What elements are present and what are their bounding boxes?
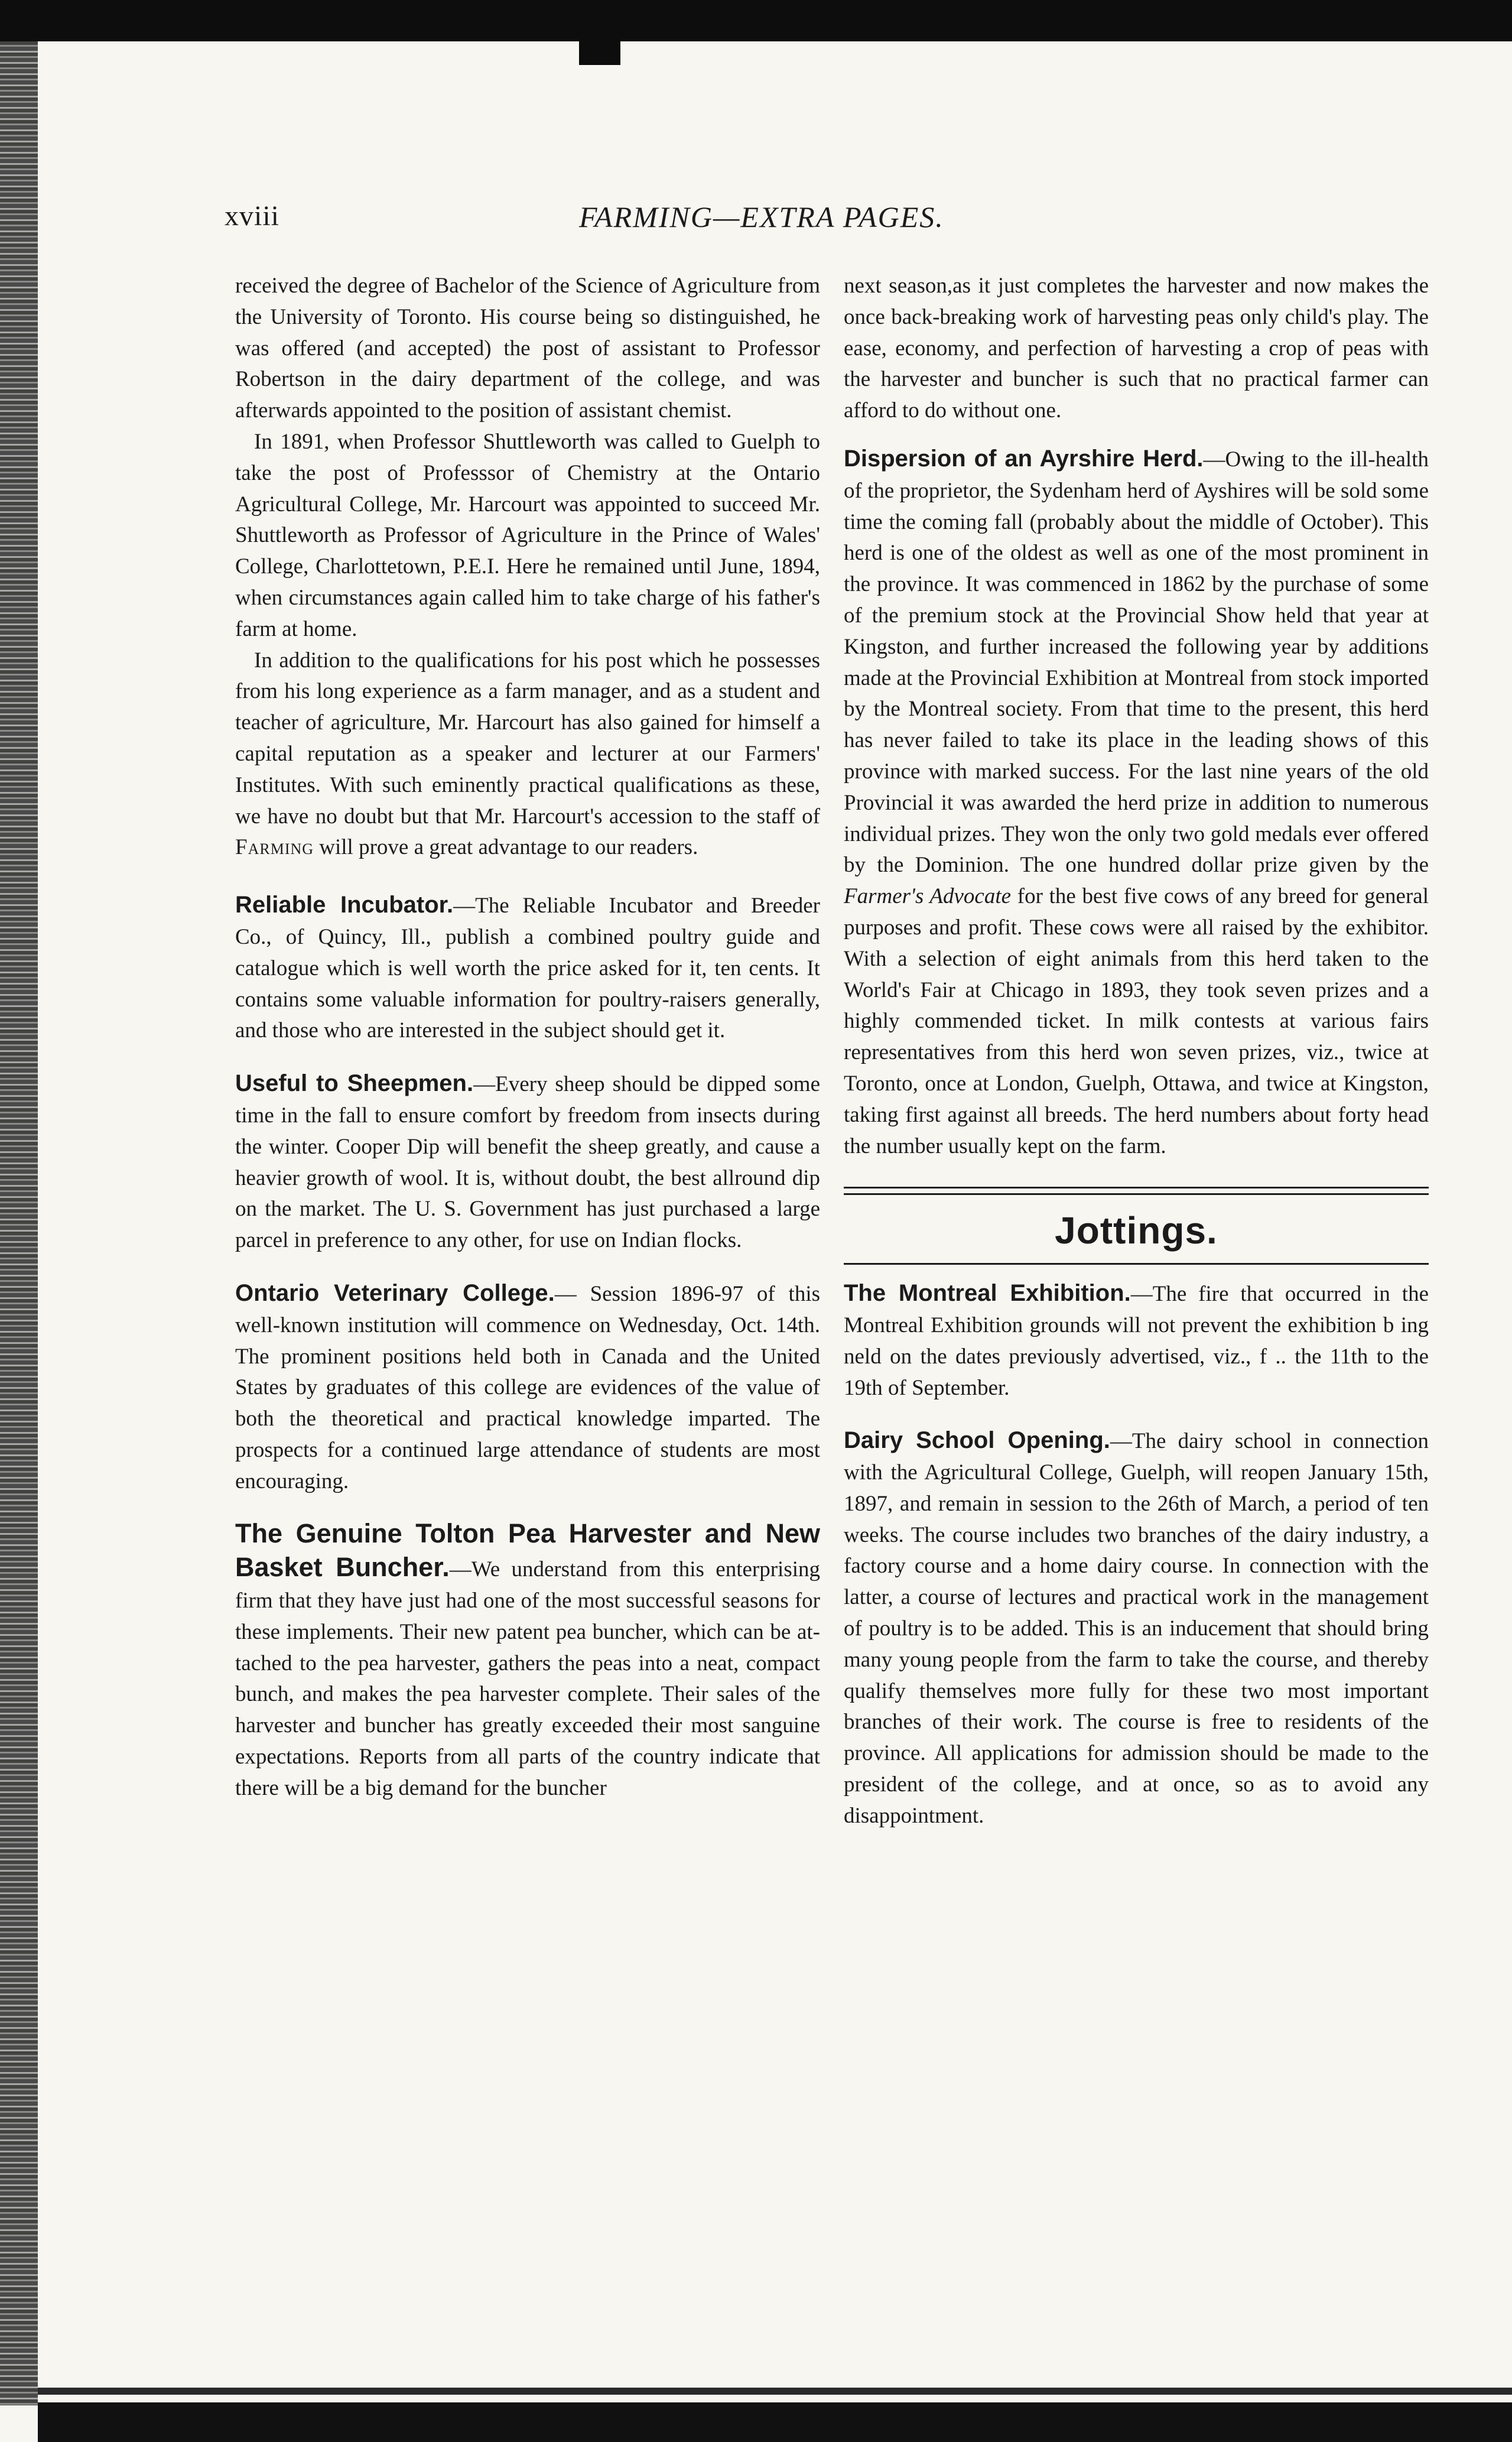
item-body: —We understand from this enterprising firm that they have just had one of the most successful seasons for these implements. Their new patent pea buncher, which can be attached to the pea harvester, gathers the peas into a neat, compact bunch, and makes the pea harvester complete. Their sales of the harvester and buncher has greatly exceeded their most sanguine expectations. Reports from all parts of the country indicate that there will be a big demand for the buncher: [235, 1557, 820, 1800]
running-head: [225, 200, 1253, 235]
item-heading: Dispersion of an Ayrshire Herd.: [844, 445, 1204, 472]
section-heading: Jottings.: [1055, 1209, 1218, 1252]
section-divider: [844, 1263, 1429, 1265]
item-body: —The dairy school in connection with the Agricultural College, Guelph, will reopen January 15th, 1897, and remain in session to the 26th of March, a period of ten weeks. The course includes two branches of the dairy industry, a factory course and a home dairy course. In connection with the latter, a course of lectures and practical work in the management of poultry is to be added. This is an inducement that should bring many young people from the farm to take the course, and thereby qualify themselves more fully for these two most important branches of their work. The course is free to residents of the province. All applications for admission should be made to the president of the college, and at once, so as to avoid any disappointment.: [844, 1429, 1429, 1828]
journal-name: Farming: [235, 835, 314, 860]
paragraph-text: In addition to the qualifications for his post which he possesses from his long experience as a farm manager, and as a student and teacher of agriculture, Mr. Harcourt has also gained for himself a capital reputation as a speaker and lecturer at our Farmers' Institutes. With such eminently practical qualifications as these, we have no doubt but that Mr. Harcourt's accession to the staff of: [235, 648, 820, 829]
paragraph-buncher-continued: next season,as it just completes the harvester and now makes the once back-breaking work of harvesting peas only child's play. The ease, economy, and perfection of harvesting a crop of peas with the harvester and buncher is such that no practical farmer can afford to do without one.: [844, 274, 1429, 423]
page-number: xviii: [225, 200, 280, 232]
item-body: —The Reliable Incubator and Breeder Co., of Quincy, Ill., publish a combined poultry guide and catalogue which is well worth the price asked for it, ten cents. It contains some valuable information for poultry-raisers generally, and those who are interested in the subject should get it.: [235, 894, 820, 1043]
item-useful-to-sheepmen: [235, 1068, 820, 1256]
section-divider-double: [844, 1187, 1429, 1195]
item-reliable-incubator: [235, 889, 820, 1047]
item-heading: The Genuine Tolton Pea Harvester and New Basket Buncher.: [235, 1518, 820, 1583]
item-ontario-veterinary-college: [235, 1278, 820, 1498]
scan-border-left: [0, 41, 38, 2405]
item-ayrshire-herd: [844, 443, 1429, 1162]
item-body: —The fire that occurred in the Montreal Exhibition grounds will not prevent the exhibition b ing neld on the dates previously advertised, viz., f .. the 11th to the 19th of September.: [844, 1282, 1429, 1400]
running-title: FARMING—EXTRA PAGES.: [579, 200, 944, 233]
item-body: for the best five cows of any breed for general purposes and profit. These cows were all raised by the exhibitor. With a selection of eight animals from this herd taken to the World's Fair at Chicago in 1893, they took seven prizes and a highly commended ticket. In milk contests at various fairs representatives from this herd won seven prizes, viz., twice at Toronto, once at London, Guelph, Ottawa, and twice at Kingston, taking first against all breeds. The herd numbers about forty head the number usually kept on the farm.: [844, 884, 1429, 1158]
paragraph-text: will prove a great advantage to our readers.: [314, 835, 698, 860]
left-column: [235, 271, 820, 1804]
item-body: —Owing to the ill-health of the proprietor, the Sydenham herd of Ayshires will be sold some time the coming fall (probably about the middle of October). This herd is one of the oldest as well as one of the most prominent in the province. It was commenced in 1862 by the purchase of some of the premium stock at the Provincial Show held that year at Kingston, and further increased the following year by additions made at the Provincial Exhibition at Montreal from stock imported by the Montreal society. From that time to the present, this herd has never failed to take its place in the leading shows of this province with marked success. For the last nine years of the old Provincial it was awarded the herd prize in addition to numerous individual prizes. They won the only two gold medals ever offered by the Dominion. The one hundred dollar prize given by the: [844, 447, 1429, 878]
item-heading: Ontario Veterinary College.: [235, 1280, 555, 1306]
item-montreal-exhibition: [844, 1278, 1429, 1404]
item-heading: Useful to Sheepmen.: [235, 1070, 474, 1097]
scan-border-bottom-line: [38, 2388, 1512, 2395]
item-heading: Reliable Incubator.: [235, 892, 454, 918]
paragraph-harcourt-qualifications: [235, 645, 820, 864]
item-heading: The Montreal Exhibition.: [844, 1280, 1131, 1307]
item-tolton-pea-harvester: [235, 1518, 820, 1804]
scan-border-top: [0, 0, 1512, 41]
item-heading: Dairy School Opening.: [844, 1427, 1110, 1454]
item-body: —Every sheep should be dipped some time in the fall to ensure comfort by freedom from insects during the winter. Cooper Dip will benefit the sheep greatly, and cause a heavier growth of wool. It is, without doubt, the best allround dip on the market. The U. S. Government has just purchased a large parcel in preference to any other, for use on Indian flocks.: [235, 1072, 820, 1253]
paragraph-harcourt-1891: In 1891, when Professor Shuttleworth was called to Guelph to take the post of Professsor of Chemistry at the Ontario Agricultural College, Mr. Harcourt was appointed to succeed Mr. Shuttleworth as Professor of Agriculture in the Prince of Wales' College, Charlottetown, P.E.I. Here he remained until June, 1894, when circumstances again called him to take charge of his father's farm at home.: [235, 429, 820, 641]
scan-border-notch: [579, 0, 620, 65]
item-body: — Session 1896-97 of this well-known institution will commence on Wednesday, Oct. 14th. The prominent positions held both in Canada and the United States by graduates of this college are evidences of the value of both the theoretical and practical knowledge imparted. The prospects for a continued large attendance of students are most encouraging.: [235, 1281, 821, 1493]
item-dairy-school-opening: [844, 1425, 1429, 1832]
journal-name: Farmer's Advocate: [844, 884, 1012, 909]
scan-border-bottom: [38, 2402, 1512, 2442]
right-column: [844, 271, 1429, 1832]
paragraph-harcourt-degree: received the degree of Bachelor of the Science of Agriculture from the University of Toronto. His course being so distinguished, he was offered (and accepted) the post of assistant to Professor Robertson in the dairy department of the college, and was afterwards appointed to the position of assistant chemist.: [235, 274, 820, 423]
